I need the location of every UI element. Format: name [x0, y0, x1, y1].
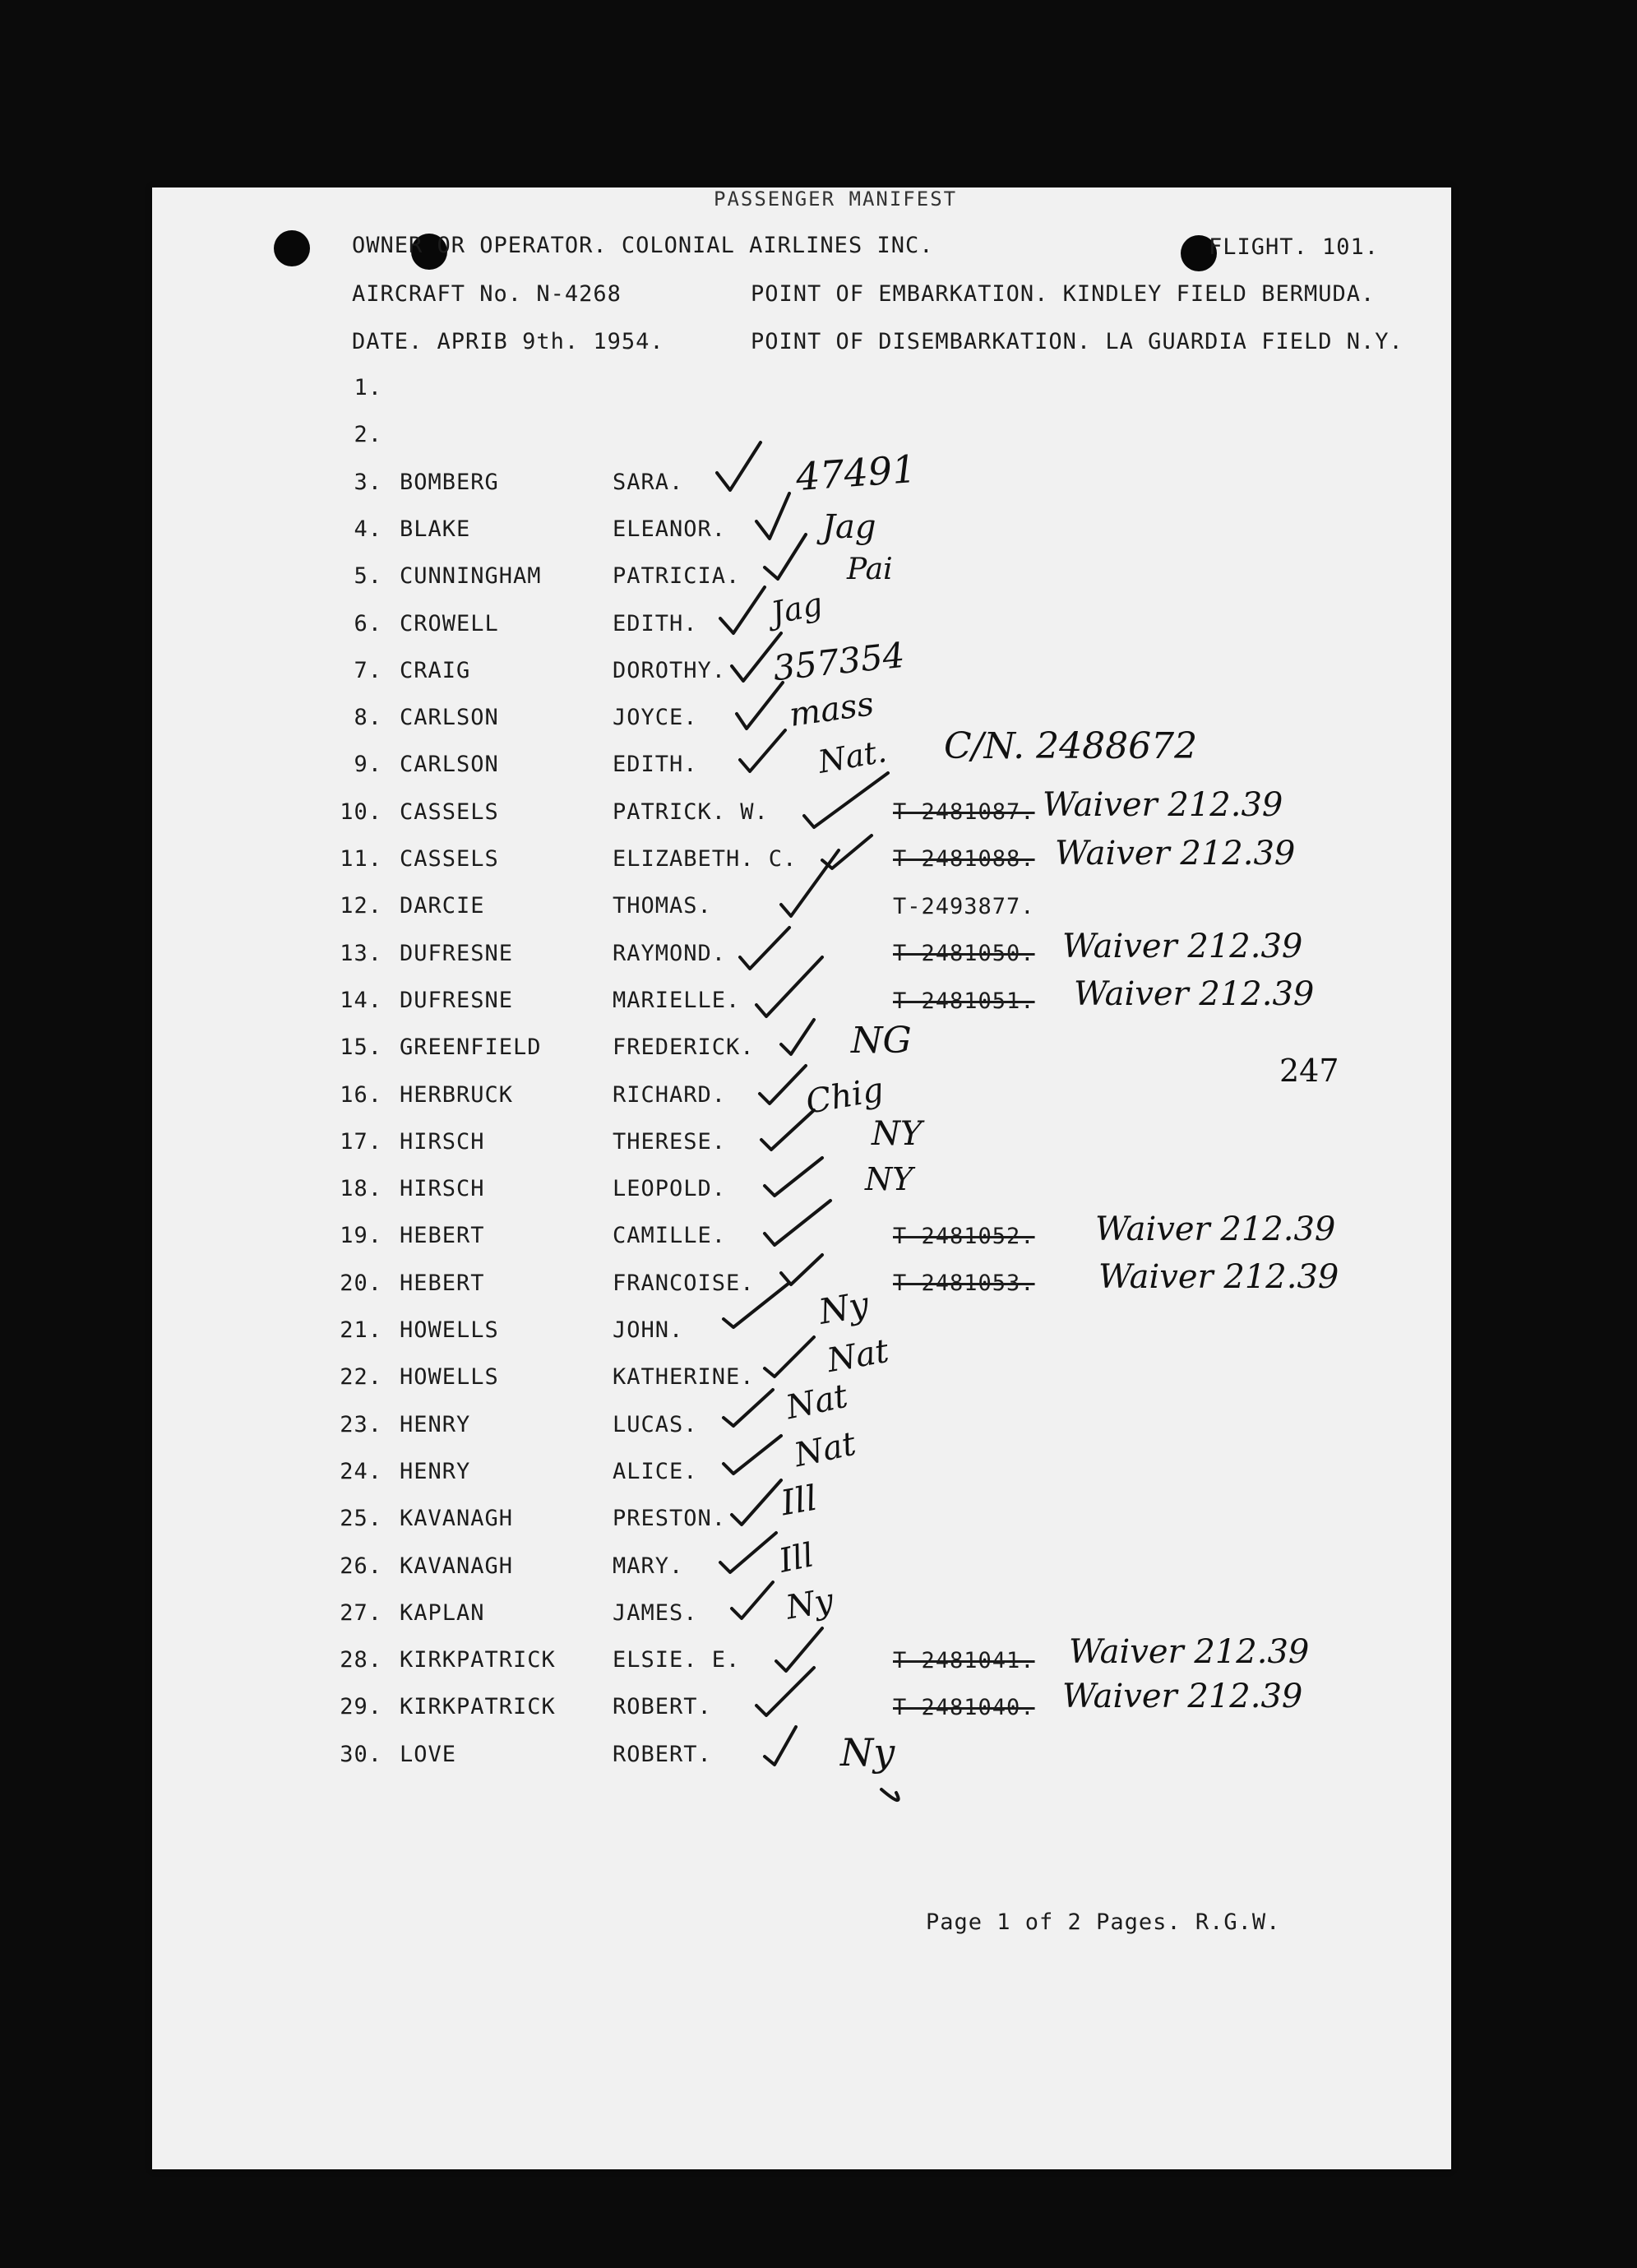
passenger-row-number: 4.: [354, 516, 382, 542]
passenger-given-name: ROBERT.: [613, 1694, 712, 1720]
handwritten-note: Ny: [840, 1730, 895, 1775]
handwritten-number: 47491: [794, 446, 918, 500]
point-of-embarkation: POINT OF EMBARKATION. KINDLEY FIELD BERMUDA.: [751, 281, 1376, 307]
passenger-given-name: SARA.: [613, 470, 684, 495]
manifest-date: DATE. APRIB 9th. 1954.: [352, 329, 664, 354]
passenger-surname: CUNNINGHAM: [400, 563, 542, 589]
passenger-surname: HEBERT: [400, 1271, 485, 1296]
passenger-surname: HOWELLS: [400, 1364, 499, 1390]
passenger-row-number: 3.: [354, 470, 382, 495]
passenger-given-name: MARY.: [613, 1553, 684, 1579]
ticket-number: T-2493877.: [893, 894, 1035, 919]
passenger-surname: LOVE: [400, 1742, 457, 1767]
ticket-number: T-2481040.: [893, 1695, 1035, 1720]
passenger-row-number: 20.: [340, 1271, 382, 1296]
page-footer: Page 1 of 2 Pages. R.G.W.: [926, 1909, 1281, 1935]
ticket-number: T-2481088.: [893, 846, 1035, 872]
passenger-surname: KAVANAGH: [400, 1553, 514, 1579]
passenger-given-name: EDITH.: [613, 752, 698, 777]
passenger-given-name: CAMILLE.: [613, 1223, 727, 1248]
passenger-surname: CROWELL: [400, 611, 499, 636]
passenger-row-number: 28.: [340, 1647, 382, 1673]
passenger-given-name: ELEANOR.: [613, 516, 727, 542]
handwritten-waiver: Waiver 212.39: [1055, 835, 1296, 872]
handwritten-note: Jag: [768, 586, 826, 632]
passenger-given-name: THERESE.: [613, 1129, 727, 1155]
passenger-surname: CARLSON: [400, 705, 499, 730]
handwritten-note: Chig: [802, 1071, 887, 1122]
passenger-row-number: 7.: [354, 658, 382, 683]
passenger-row-number: 22.: [340, 1364, 382, 1390]
passenger-given-name: ALICE.: [613, 1459, 698, 1484]
passenger-surname: CARLSON: [400, 752, 499, 777]
passenger-row-number: 16.: [340, 1082, 382, 1108]
handwritten-note: NG: [851, 1020, 912, 1062]
passenger-given-name: FRANCOISE.: [613, 1271, 755, 1296]
passenger-row-number: 14.: [340, 988, 382, 1013]
punch-hole-left: [274, 230, 310, 266]
handwritten-note: Ny: [816, 1284, 872, 1332]
passenger-given-name: THOMAS.: [613, 893, 712, 919]
passenger-given-name: RAYMOND.: [613, 941, 727, 966]
passenger-given-name: PATRICK. W.: [613, 799, 769, 825]
passenger-row-number: 2.: [354, 422, 382, 447]
passenger-given-name: PRESTON.: [613, 1506, 727, 1531]
passenger-row-number: 1.: [354, 375, 382, 400]
passenger-surname: KIRKPATRICK: [400, 1694, 556, 1720]
passenger-given-name: EDITH.: [613, 611, 698, 636]
passenger-given-name: JOYCE.: [613, 705, 698, 730]
handwritten-note: NY: [865, 1161, 913, 1197]
passenger-row-number: 23.: [340, 1412, 382, 1437]
handwritten-note: Jag: [822, 508, 876, 546]
handwritten-waiver: Waiver 212.39: [1095, 1210, 1336, 1248]
point-of-disembarkation: POINT OF DISEMBARKATION. LA GUARDIA FIELD N.Y.: [751, 329, 1403, 354]
handwritten-note: Pai: [847, 553, 893, 586]
passenger-row-number: 24.: [340, 1459, 382, 1484]
handwritten-note: Nat: [824, 1331, 892, 1381]
passenger-row-number: 5.: [354, 563, 382, 589]
flight-number: FLIGHT. 101.: [1209, 234, 1380, 260]
passenger-row-number: 25.: [340, 1506, 382, 1531]
passenger-surname: HOWELLS: [400, 1317, 499, 1343]
passenger-given-name: RICHARD.: [613, 1082, 727, 1108]
passenger-given-name: ELIZABETH. C.: [613, 846, 798, 872]
handwritten-note: mass: [787, 685, 876, 734]
passenger-given-name: MARIELLE.: [613, 988, 741, 1013]
passenger-surname: BOMBERG: [400, 470, 499, 495]
passenger-given-name: LUCAS.: [613, 1412, 698, 1437]
passenger-surname: HENRY: [400, 1459, 471, 1484]
handwritten-note: Ny: [783, 1581, 837, 1627]
passenger-given-name: ROBERT.: [613, 1742, 712, 1767]
passenger-given-name: JAMES.: [613, 1600, 698, 1626]
ticket-number: T-2481051.: [893, 988, 1035, 1014]
passenger-surname: HIRSCH: [400, 1129, 485, 1155]
handwritten-note: Nat.: [815, 733, 890, 780]
handwritten-number: 247: [1279, 1053, 1339, 1089]
passenger-given-name: KATHERINE.: [613, 1364, 755, 1390]
passenger-given-name: JOHN.: [613, 1317, 684, 1343]
passenger-surname: KIRKPATRICK: [400, 1647, 556, 1673]
passenger-surname: HIRSCH: [400, 1176, 485, 1201]
passenger-given-name: ELSIE. E.: [613, 1647, 741, 1673]
passenger-row-number: 8.: [354, 705, 382, 730]
handwritten-number: 357354: [770, 634, 907, 689]
ticket-number: T-2481041.: [893, 1648, 1035, 1673]
handwritten-waiver: Waiver 212.39: [1074, 975, 1315, 1013]
passenger-row-number: 30.: [340, 1742, 382, 1767]
handwritten-note: NY: [872, 1115, 923, 1153]
passenger-surname: BLAKE: [400, 516, 471, 542]
passenger-row-number: 27.: [340, 1600, 382, 1626]
passenger-surname: DUFRESNE: [400, 941, 514, 966]
passenger-row-number: 15.: [340, 1034, 382, 1060]
ticket-number: T-2481053.: [893, 1271, 1035, 1296]
passenger-given-name: FREDERICK.: [613, 1034, 755, 1060]
passenger-surname: DARCIE: [400, 893, 485, 919]
ticket-number: T-2481052.: [893, 1224, 1035, 1249]
owner-operator: OWNER OR OPERATOR. COLONIAL AIRLINES INC.: [352, 233, 934, 258]
passenger-row-number: 10.: [340, 799, 382, 825]
handwritten-note: Nat: [783, 1377, 851, 1428]
passenger-given-name: PATRICIA.: [613, 563, 741, 589]
handwritten-waiver: Waiver 212.39: [1069, 1633, 1310, 1671]
handwritten-waiver: Waiver 212.39: [1043, 786, 1283, 824]
handwritten-waiver: Waiver 212.39: [1098, 1258, 1339, 1296]
passenger-row-number: 17.: [340, 1129, 382, 1155]
handwritten-cn-number: C/N. 2488672: [944, 725, 1198, 767]
handwritten-note: Nat: [791, 1424, 859, 1475]
handwritten-note: Ill: [775, 1536, 817, 1581]
passenger-surname: HERBRUCK: [400, 1082, 514, 1108]
passenger-surname: DUFRESNE: [400, 988, 514, 1013]
passenger-row-number: 29.: [340, 1694, 382, 1720]
passenger-row-number: 26.: [340, 1553, 382, 1579]
passenger-surname: KAPLAN: [400, 1600, 485, 1626]
passenger-surname: HENRY: [400, 1412, 471, 1437]
passenger-row-number: 11.: [340, 846, 382, 872]
passenger-surname: CASSELS: [400, 799, 499, 825]
passenger-row-number: 12.: [340, 893, 382, 919]
passenger-surname: CASSELS: [400, 846, 499, 872]
passenger-surname: KAVANAGH: [400, 1506, 514, 1531]
ticket-number: T-2481050.: [893, 941, 1035, 966]
passenger-row-number: 19.: [340, 1223, 382, 1248]
passenger-surname: HEBERT: [400, 1223, 485, 1248]
passenger-given-name: LEOPOLD.: [613, 1176, 727, 1201]
passenger-row-number: 13.: [340, 941, 382, 966]
handwritten-waiver: Waiver 212.39: [1062, 928, 1303, 965]
handwritten-waiver: Waiver 212.39: [1062, 1678, 1303, 1715]
passenger-row-number: 6.: [354, 611, 382, 636]
passenger-row-number: 9.: [354, 752, 382, 777]
handwritten-note: Ill: [778, 1477, 821, 1524]
passenger-given-name: DOROTHY.: [613, 658, 727, 683]
aircraft-number: AIRCRAFT No. N-4268: [352, 281, 622, 307]
passenger-row-number: 21.: [340, 1317, 382, 1343]
passenger-surname: GREENFIELD: [400, 1034, 542, 1060]
passenger-surname: CRAIG: [400, 658, 471, 683]
passenger-row-number: 18.: [340, 1176, 382, 1201]
ticket-number: T-2481087.: [893, 799, 1035, 825]
manifest-title: PASSENGER MANIFEST: [714, 187, 958, 211]
